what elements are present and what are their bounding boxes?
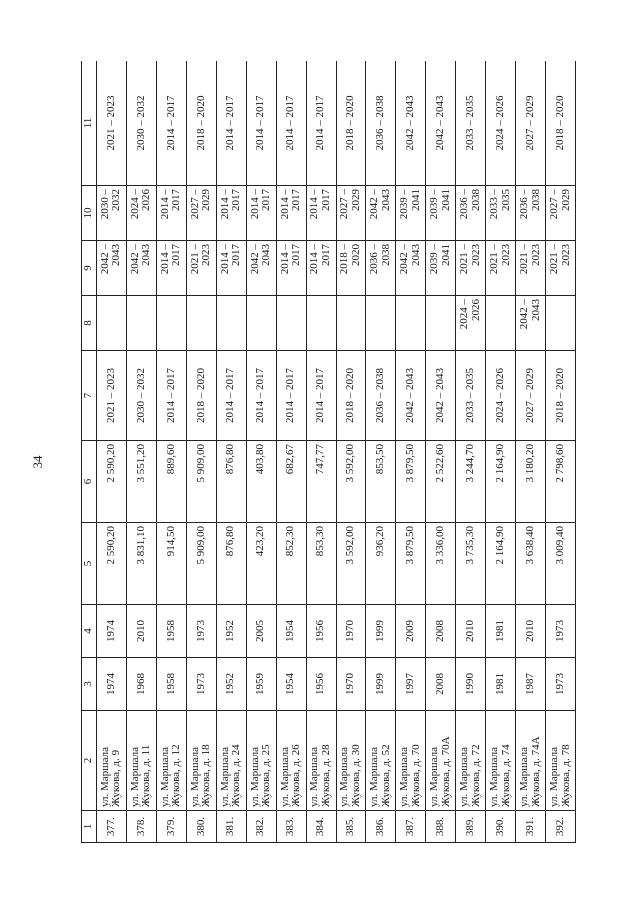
area-total-cell: 3 638,40 (516, 523, 546, 605)
period-cell: 2018 – 2020 (336, 351, 366, 441)
year-built-cell: 1973 (546, 658, 576, 711)
area-cell: 3 592,00 (336, 441, 366, 523)
period-cell: 2042 – 2043 (396, 241, 426, 296)
period-cell: 2014 – 2017 (216, 351, 246, 441)
period-cell (396, 296, 426, 351)
period-cell: 2014 – 2017 (216, 186, 246, 241)
row-number-cell: 385. (336, 811, 366, 843)
period-cell (97, 296, 127, 351)
year-cell: 1954 (276, 605, 306, 658)
column-header: 4 (82, 605, 97, 658)
year-built-cell: 1990 (456, 658, 486, 711)
address-cell: ул. Маршала Жукова, д. 70А (426, 711, 456, 811)
year-cell: 2009 (396, 605, 426, 658)
area-total-cell: 423,20 (246, 523, 276, 605)
row-number-cell: 386. (366, 811, 396, 843)
year-cell: 2010 (516, 605, 546, 658)
table-row (126, 61, 156, 843)
period-cell: 2042 – 2043 (97, 241, 127, 296)
row-number-cell: 382. (246, 811, 276, 843)
period-cell: 2024 – 2026 (456, 296, 486, 351)
area-cell: 889,60 (156, 441, 186, 523)
year-cell: 2010 (456, 605, 486, 658)
year-built-cell: 1970 (336, 658, 366, 711)
row-number-cell: 388. (426, 811, 456, 843)
year-built-cell: 1958 (156, 658, 186, 711)
period-cell (546, 296, 576, 351)
period-cell: 2036 – 2038 (516, 186, 546, 241)
period-cell: 2021 – 2023 (456, 241, 486, 296)
row-number-cell: 378. (126, 811, 156, 843)
area-total-cell: 3 009,40 (546, 523, 576, 605)
period-cell: 2014 – 2017 (216, 241, 246, 296)
year-cell: 1999 (366, 605, 396, 658)
year-built-cell: 1968 (126, 658, 156, 711)
year-cell: 1974 (97, 605, 127, 658)
period-cell: 2014 – 2017 (306, 241, 336, 296)
period-cell: 2042 – 2043 (426, 61, 456, 186)
table-row (516, 61, 546, 843)
row-number-cell: 387. (396, 811, 426, 843)
area-total-cell: 3 831,10 (126, 523, 156, 605)
year-built-cell: 1987 (516, 658, 546, 711)
area-total-cell: 3 879,50 (396, 523, 426, 605)
period-cell: 2036 – 2038 (366, 61, 396, 186)
period-cell: 2042 – 2043 (246, 241, 276, 296)
period-cell: 2014 – 2017 (216, 61, 246, 186)
period-cell: 2033 – 2035 (456, 61, 486, 186)
address-cell: ул. Маршала Жукова, д. 25 (246, 711, 276, 811)
table-row (246, 61, 276, 843)
table-row (306, 61, 336, 843)
row-number-cell: 389. (456, 811, 486, 843)
period-cell (126, 296, 156, 351)
year-built-cell: 1999 (366, 658, 396, 711)
year-cell: 2010 (126, 605, 156, 658)
header-row (82, 61, 97, 843)
period-cell: 2018 – 2020 (546, 61, 576, 186)
period-cell: 2014 – 2017 (156, 241, 186, 296)
period-cell (246, 296, 276, 351)
period-cell (186, 296, 216, 351)
year-cell: 1958 (156, 605, 186, 658)
period-cell: 2014 – 2017 (276, 351, 306, 441)
area-total-cell: 5 909,00 (186, 523, 216, 605)
area-cell: 682,67 (276, 441, 306, 523)
area-total-cell: 853,30 (306, 523, 336, 605)
area-cell: 3 180,20 (516, 441, 546, 523)
address-cell: ул. Маршала Жукова, д. 70 (396, 711, 426, 811)
area-cell: 2 164,90 (486, 441, 516, 523)
period-cell: 2021 – 2023 (546, 241, 576, 296)
period-cell (276, 296, 306, 351)
table-row (456, 61, 486, 843)
period-cell: 2014 – 2017 (246, 186, 276, 241)
year-cell: 1970 (336, 605, 366, 658)
address-cell: ул. Маршала Жукова, д. 28 (306, 711, 336, 811)
year-cell: 1952 (216, 605, 246, 658)
table-row (396, 61, 426, 843)
period-cell: 2036 – 2038 (456, 186, 486, 241)
row-number-cell: 390. (486, 811, 516, 843)
year-cell: 1981 (486, 605, 516, 658)
area-cell: 876,80 (216, 441, 246, 523)
table-row (336, 61, 366, 843)
period-cell: 2033 – 2035 (486, 186, 516, 241)
table-row (486, 61, 516, 843)
period-cell: 2039 – 2041 (426, 186, 456, 241)
period-cell: 2042 – 2043 (516, 296, 546, 351)
period-cell (336, 296, 366, 351)
area-cell: 3 879,50 (396, 441, 426, 523)
row-number-cell: 377. (97, 811, 127, 843)
address-cell: ул. Маршала Жукова, д. 72 (456, 711, 486, 811)
period-cell (366, 296, 396, 351)
period-cell: 2018 – 2020 (336, 61, 366, 186)
period-cell: 2042 – 2043 (426, 351, 456, 441)
column-header: 5 (82, 523, 97, 605)
period-cell: 2014 – 2017 (156, 351, 186, 441)
period-cell: 2039 – 2041 (396, 186, 426, 241)
period-cell: 2014 – 2017 (156, 186, 186, 241)
year-built-cell: 1956 (306, 658, 336, 711)
address-cell: ул. Маршала Жукова, д. 30 (336, 711, 366, 811)
period-cell: 2036 – 2038 (366, 241, 396, 296)
table-row (546, 61, 576, 843)
area-total-cell: 3 336,00 (426, 523, 456, 605)
period-cell (426, 296, 456, 351)
table-row (426, 61, 456, 843)
table-row (276, 61, 306, 843)
period-cell (216, 296, 246, 351)
row-number-cell: 392. (546, 811, 576, 843)
table-row (97, 61, 127, 843)
address-cell: ул. Маршала Жукова, д. 74А (516, 711, 546, 811)
area-total-cell: 2 590,20 (97, 523, 127, 605)
address-cell: ул. Маршала Жукова, д. 24 (216, 711, 246, 811)
year-cell: 1973 (546, 605, 576, 658)
area-cell: 2 590,20 (97, 441, 127, 523)
row-number-cell: 379. (156, 811, 186, 843)
period-cell: 2014 – 2017 (246, 351, 276, 441)
period-cell (486, 296, 516, 351)
period-cell: 2021 – 2023 (516, 241, 546, 296)
address-cell: ул. Маршала Жукова, д. 12 (156, 711, 186, 811)
year-built-cell: 1959 (246, 658, 276, 711)
period-cell: 2018 – 2020 (186, 61, 216, 186)
period-cell: 2042 – 2043 (366, 186, 396, 241)
area-cell: 403,80 (246, 441, 276, 523)
address-cell: ул. Маршала Жукова, д. 9 (97, 711, 127, 811)
table-row (366, 61, 396, 843)
period-cell: 2024 – 2026 (486, 351, 516, 441)
table-frame (81, 61, 576, 843)
year-built-cell: 1954 (276, 658, 306, 711)
period-cell: 2014 – 2017 (306, 351, 336, 441)
row-number-cell: 381. (216, 811, 246, 843)
area-total-cell: 876,80 (216, 523, 246, 605)
period-cell: 2027 – 2029 (516, 351, 546, 441)
period-cell: 2021 – 2023 (97, 351, 127, 441)
period-cell: 2014 – 2017 (306, 186, 336, 241)
period-cell: 2027 – 2029 (186, 186, 216, 241)
page-number: 34 (30, 455, 45, 469)
year-cell: 1973 (186, 605, 216, 658)
period-cell: 2024 – 2026 (126, 186, 156, 241)
area-total-cell: 2 164,90 (486, 523, 516, 605)
address-cell: ул. Маршала Жукова, д. 18 (186, 711, 216, 811)
period-cell: 2024 – 2026 (486, 61, 516, 186)
area-total-cell: 3 735,30 (456, 523, 486, 605)
address-cell: ул. Маршала Жукова, д. 26 (276, 711, 306, 811)
period-cell: 2014 – 2017 (246, 61, 276, 186)
period-cell (156, 296, 186, 351)
address-cell: ул. Маршала Жукова, д. 78 (546, 711, 576, 811)
row-number-cell: 391. (516, 811, 546, 843)
year-cell: 2008 (426, 605, 456, 658)
year-cell: 2005 (246, 605, 276, 658)
period-cell: 2030 – 2032 (97, 186, 127, 241)
column-header: 7 (82, 351, 97, 441)
area-cell: 2 798,60 (546, 441, 576, 523)
period-cell: 2018 – 2020 (546, 351, 576, 441)
period-cell: 2021 – 2023 (486, 241, 516, 296)
period-cell: 2039 – 2041 (426, 241, 456, 296)
row-number-cell: 383. (276, 811, 306, 843)
period-cell: 2042 – 2043 (126, 241, 156, 296)
year-built-cell: 1997 (396, 658, 426, 711)
column-header: 8 (82, 296, 97, 351)
area-cell: 747,77 (306, 441, 336, 523)
period-cell: 2027 – 2029 (546, 186, 576, 241)
year-cell: 1956 (306, 605, 336, 658)
period-cell: 2021 – 2023 (186, 241, 216, 296)
table-row (216, 61, 246, 843)
year-built-cell: 1974 (97, 658, 127, 711)
area-cell: 3 244,70 (456, 441, 486, 523)
period-cell: 2018 – 2020 (186, 351, 216, 441)
period-cell: 2033 – 2035 (456, 351, 486, 441)
area-total-cell: 3 592,00 (336, 523, 366, 605)
column-header: 1 (82, 811, 97, 843)
period-cell: 2021 – 2023 (97, 61, 127, 186)
column-header: 6 (82, 441, 97, 523)
area-cell: 5 909,00 (186, 441, 216, 523)
period-cell: 2014 – 2017 (276, 61, 306, 186)
area-total-cell: 914,50 (156, 523, 186, 605)
table-row (186, 61, 216, 843)
period-cell: 2042 – 2043 (396, 61, 426, 186)
row-number-cell: 384. (306, 811, 336, 843)
period-cell: 2027 – 2029 (336, 186, 366, 241)
schedule-table (81, 61, 576, 843)
period-cell: 2014 – 2017 (306, 61, 336, 186)
area-cell: 3 551,20 (126, 441, 156, 523)
area-total-cell: 936,20 (366, 523, 396, 605)
period-cell: 2030 – 2032 (126, 61, 156, 186)
column-header: 11 (82, 61, 97, 186)
period-cell: 2014 – 2017 (156, 61, 186, 186)
period-cell: 2036 – 2038 (366, 351, 396, 441)
period-cell: 2042 – 2043 (396, 351, 426, 441)
column-header: 9 (82, 241, 97, 296)
address-cell: ул. Маршала Жукова, д. 11 (126, 711, 156, 811)
table-row (156, 61, 186, 843)
period-cell: 2014 – 2017 (276, 241, 306, 296)
year-built-cell: 2008 (426, 658, 456, 711)
address-cell: ул. Маршала Жукова, д. 74 (486, 711, 516, 811)
address-cell: ул. Маршала Жукова, д. 52 (366, 711, 396, 811)
area-cell: 853,50 (366, 441, 396, 523)
period-cell: 2018 – 2020 (336, 241, 366, 296)
year-built-cell: 1973 (186, 658, 216, 711)
column-header: 3 (82, 658, 97, 711)
row-number-cell: 380. (186, 811, 216, 843)
year-built-cell: 1981 (486, 658, 516, 711)
area-total-cell: 852,30 (276, 523, 306, 605)
column-header: 2 (82, 711, 97, 811)
period-cell: 2027 – 2029 (516, 61, 546, 186)
period-cell: 2030 – 2032 (126, 351, 156, 441)
column-header: 10 (82, 186, 97, 241)
period-cell (306, 296, 336, 351)
period-cell: 2014 – 2017 (276, 186, 306, 241)
area-cell: 2 522,60 (426, 441, 456, 523)
year-built-cell: 1952 (216, 658, 246, 711)
